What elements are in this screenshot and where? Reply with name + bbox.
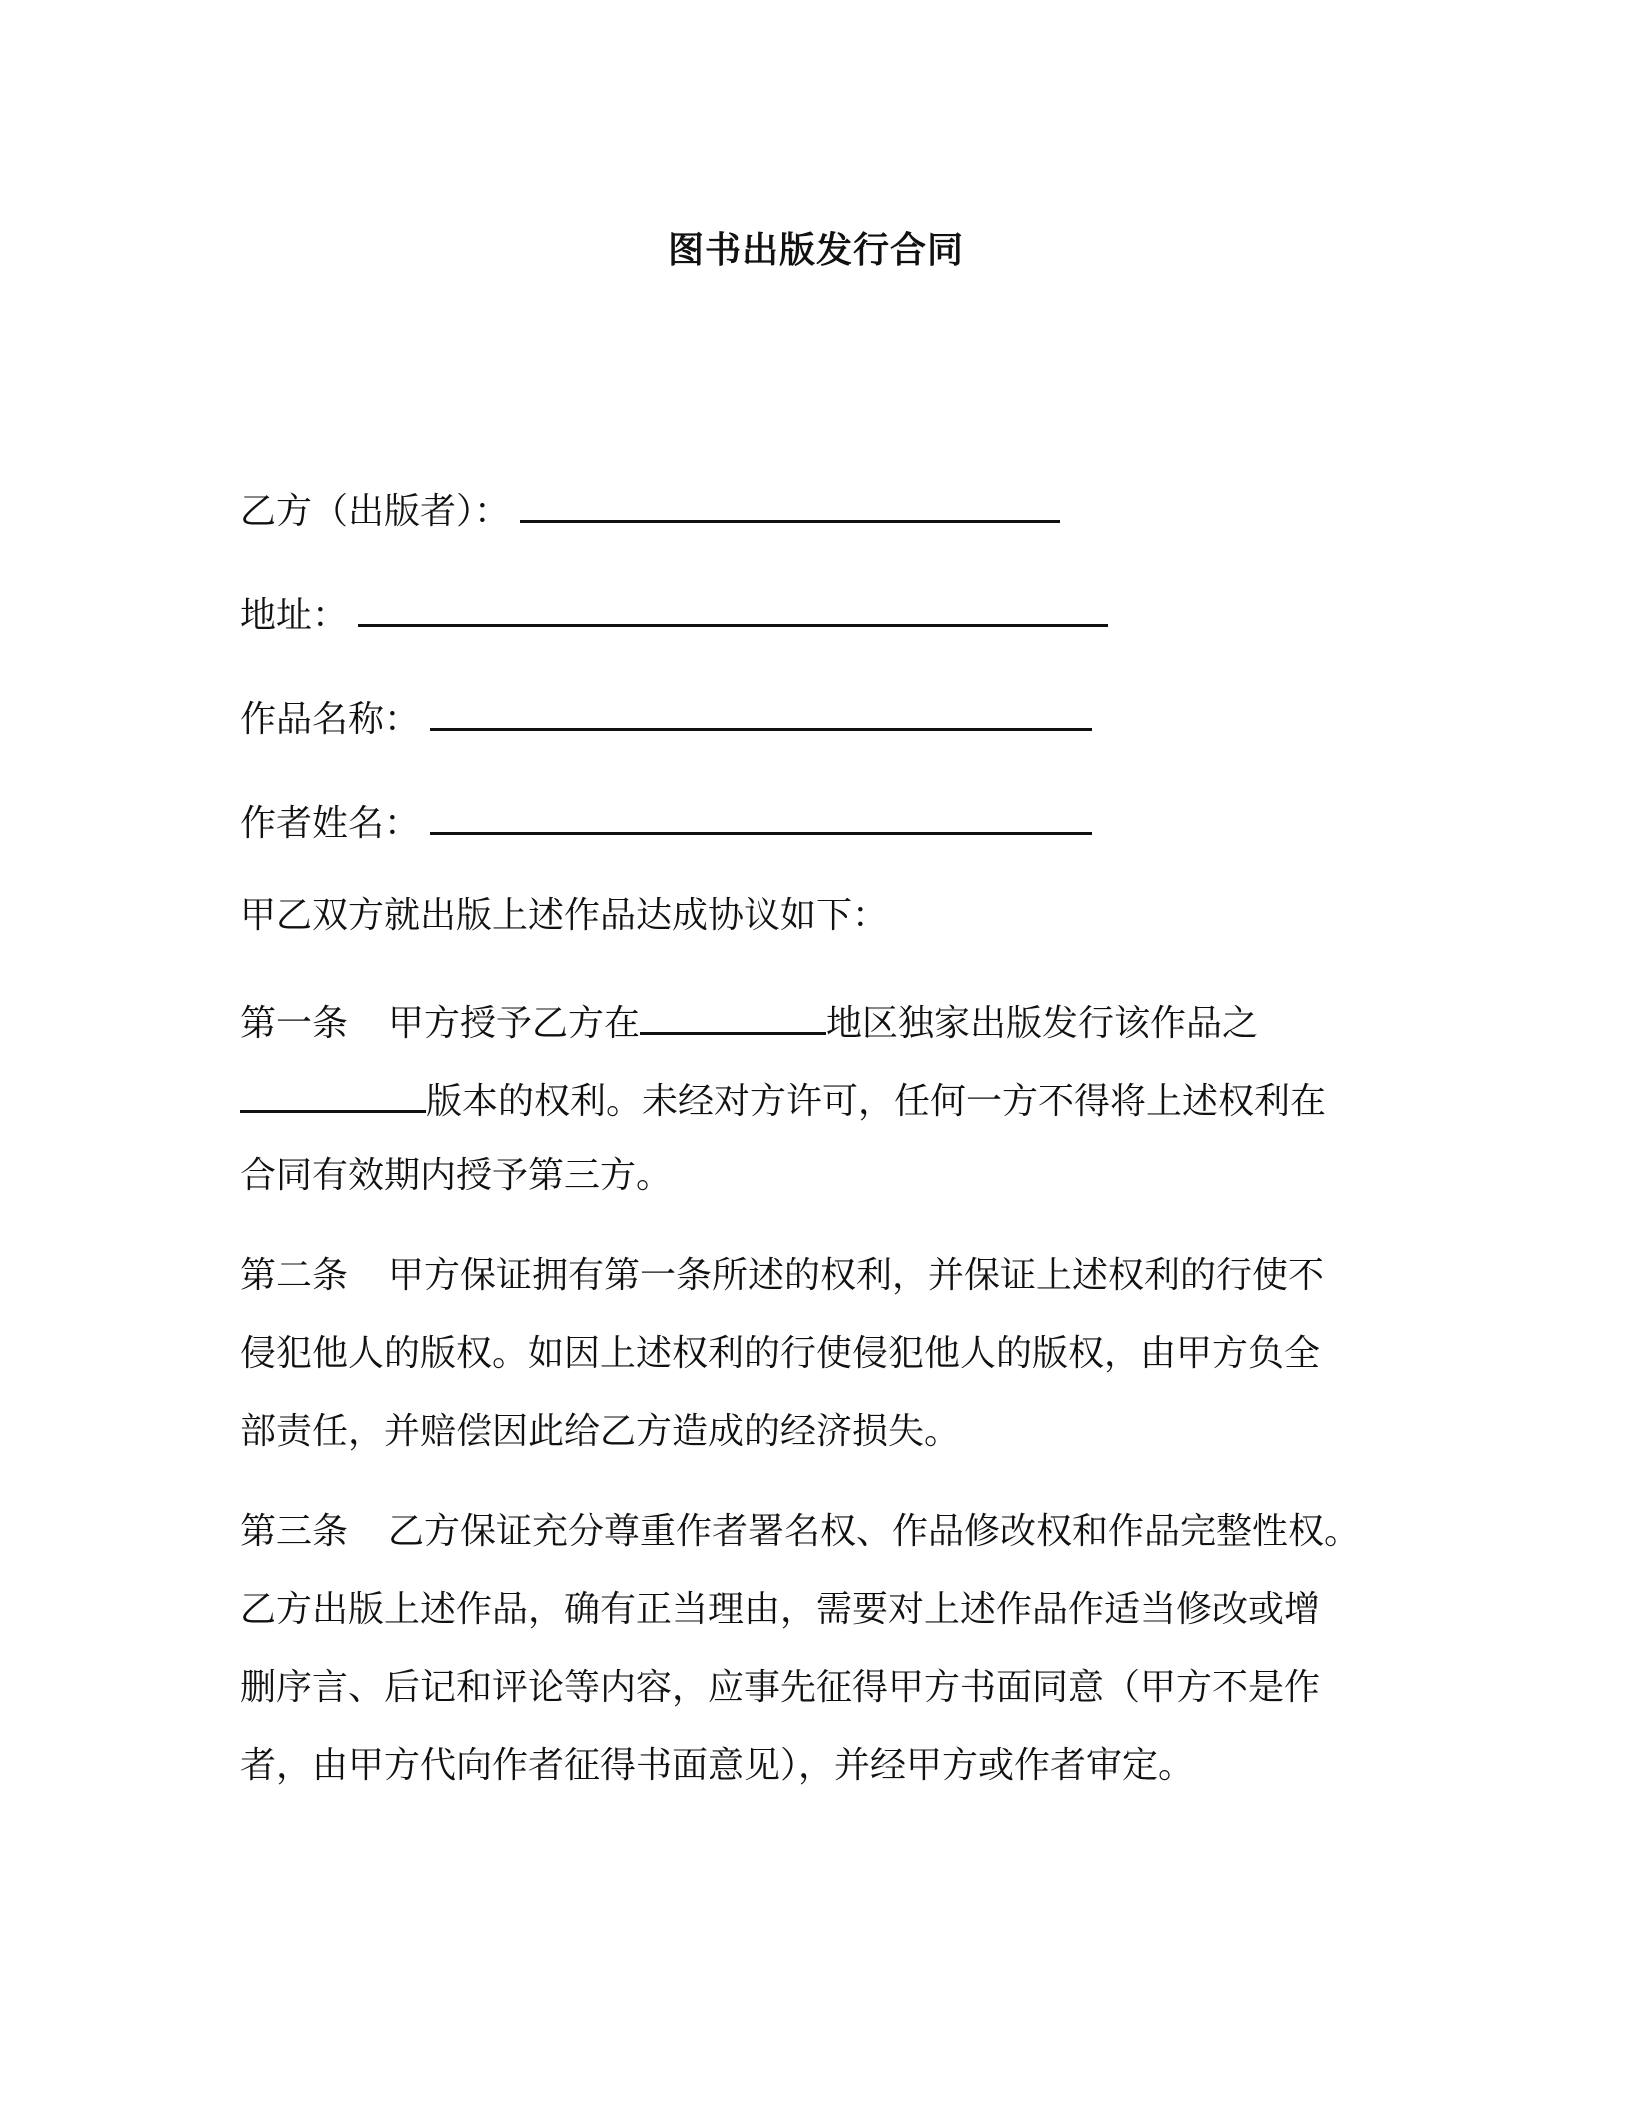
edition-blank[interactable] [240,1074,426,1113]
region-blank[interactable] [640,996,826,1035]
article-line [240,1742,1380,1820]
article-line [240,1330,1380,1408]
article-text: 部责任，并赔偿因此给乙方造成的经济损失。 [240,1411,961,1452]
article-1 [240,996,1380,1230]
article-text: 删序言、后记和评论等内容，应事先征得甲方书面同意（甲方不是作 [240,1667,1321,1708]
article-line [240,1152,1380,1230]
work-title-blank[interactable] [430,692,1092,731]
article-2 [240,1252,1380,1486]
article-heading: 第一条 [240,1003,349,1044]
work-title-field [240,692,1092,744]
author-name-label: 作者姓名： [240,803,421,844]
article-3 [240,1508,1380,1820]
article-text: 侵犯他人的版权。如因上述权利的行使侵犯他人的版权，由甲方负全 [240,1333,1321,1374]
article-line [240,1664,1380,1742]
address-label: 地址： [240,595,349,636]
agreement-intro: 甲乙双方就出版上述作品达成协议如下： [240,895,889,936]
article-line [240,1408,1380,1486]
address-blank[interactable] [358,588,1108,627]
author-name-blank[interactable] [430,796,1092,835]
article-text: 甲方授予乙方在 [388,1003,641,1044]
work-title-label: 作品名称： [240,699,421,740]
article-text: 乙方出版上述作品，确有正当理由，需要对上述作品作适当修改或增 [240,1589,1321,1630]
article-line [240,996,1380,1074]
author-name-field [240,796,1092,848]
article-text: 合同有效期内授予第三方。 [240,1155,673,1196]
article-text: 版本的权利。未经对方许可，任何一方不得将上述权利在 [426,1081,1327,1122]
article-heading: 第三条 [240,1511,349,1552]
article-line [240,1074,1380,1152]
publisher-field [240,484,1060,536]
article-heading: 第二条 [240,1255,349,1296]
article-text: 乙方保证充分尊重作者署名权、作品修改权和作品完整性权。 [388,1511,1361,1552]
publisher-label: 乙方（出版者）： [240,491,511,532]
article-line [240,1508,1380,1586]
article-text: 甲方保证拥有第一条所述的权利，并保证上述权利的行使不 [388,1255,1325,1296]
address-field [240,588,1108,640]
document-title: 图书出版发行合同 [667,230,964,271]
article-line [240,1252,1380,1330]
article-line [240,1586,1380,1664]
publisher-blank[interactable] [520,484,1060,523]
article-text: 地区独家出版发行该作品之 [826,1003,1259,1044]
article-text: 者，由甲方代向作者征得书面意见），并经甲方或作者审定。 [240,1745,1195,1786]
